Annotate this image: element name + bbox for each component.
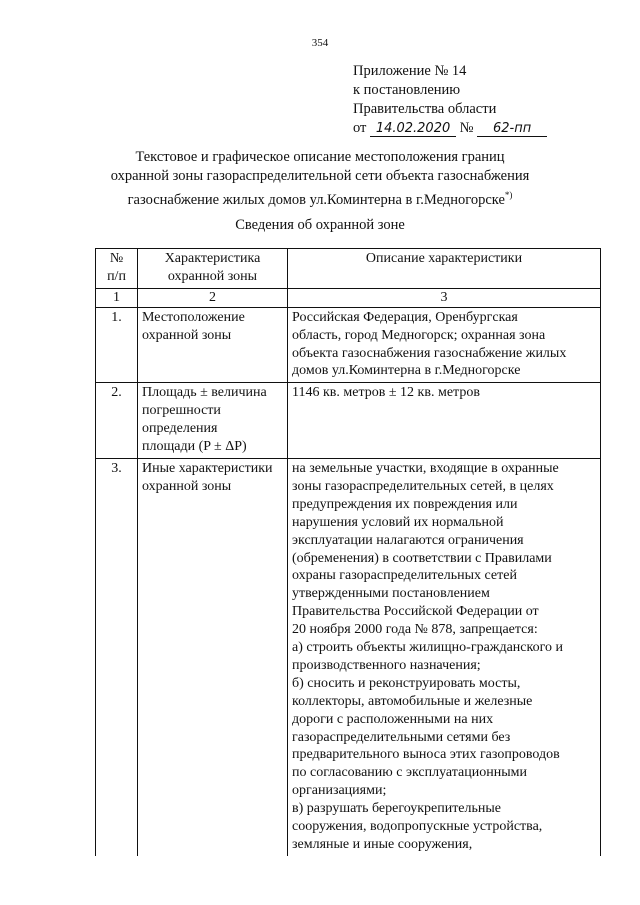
text-line: площади (P ± ΔP) (142, 439, 247, 455)
text-line: по согласованию с эксплуатационными (292, 765, 527, 781)
document-title (80, 148, 560, 210)
title-line-1: Текстовое и графическое описание местоположения границ (135, 149, 505, 165)
header-description: Описание характеристики (288, 249, 601, 289)
text-line: погрешности (142, 403, 221, 419)
text-line: охранной зоны (142, 478, 232, 494)
index-cell: 3 (288, 288, 601, 307)
text-line: производственного назначения; (292, 657, 481, 673)
text-line: земляные и иные сооружения, (292, 837, 473, 852)
appendix-date-line (353, 119, 547, 138)
row-characteristic (138, 383, 288, 459)
text-line: объекта газоснабжения газоснабжение жилых (292, 345, 567, 361)
date-prefix: от (353, 120, 367, 136)
header-characteristic-line-1: Характеристика (164, 251, 261, 266)
appendix-line-3: Правительства области (353, 101, 497, 117)
number-prefix: № (459, 120, 474, 136)
text-line: нарушения условий их нормальной (292, 514, 504, 530)
text-line: Местоположение (142, 309, 245, 325)
index-cell: 1 (96, 288, 138, 307)
text-line: определения (142, 421, 218, 437)
text-line: дороги с расположенными на них (292, 711, 494, 727)
text-line: б) сносить и реконструировать мосты, (292, 675, 521, 691)
row-description (288, 307, 601, 383)
header-characteristic (138, 249, 288, 289)
header-num (96, 249, 138, 289)
row-characteristic (138, 458, 288, 855)
table-row (96, 307, 601, 383)
row-number: 1. (96, 307, 138, 383)
text-line: в) разрушать берегоукрепительные (292, 801, 502, 817)
text-line: сооружения, водопропускные устройства, (292, 819, 543, 835)
text-line: эксплуатации налагаются ограничения (292, 532, 524, 548)
footnote-mark: *) (504, 190, 513, 200)
row-number: 3. (96, 458, 138, 855)
table-header-row (96, 249, 601, 289)
text-line: 20 ноября 2000 года № 878, запрещается: (292, 622, 538, 638)
handwritten-number: 62-пп (477, 121, 547, 137)
row-characteristic (138, 307, 288, 383)
row-description (288, 383, 601, 459)
appendix-line-1: Приложение № 14 (353, 63, 467, 79)
handwritten-date: 14.02.2020 (370, 121, 456, 137)
page-number: 354 (311, 37, 329, 49)
text-line: газораспределительными сетями без (292, 729, 511, 745)
text-line: утвержденными постановлением (292, 586, 490, 602)
text-line: коллекторы, автомобильные и железные (292, 693, 533, 709)
text-line: а) строить объекты жилищно-гражданского и (292, 640, 563, 656)
text-line: охраны газораспределительных сетей (292, 568, 517, 584)
section-subtitle: Сведения об охранной зоне (235, 217, 405, 233)
text-line: Иные характеристики (142, 460, 273, 476)
text-line: предупреждения их повреждения или (292, 496, 518, 512)
index-cell: 2 (138, 288, 288, 307)
table-index-row (96, 288, 601, 307)
row-description (288, 458, 601, 855)
table-row (96, 383, 601, 459)
text-line: Площадь ± величина (142, 385, 267, 401)
table-row (96, 458, 601, 855)
row-number: 2. (96, 383, 138, 459)
text-line: зоны газораспределительных сетей, в целях (292, 478, 554, 494)
text-line: Российская Федерация, Оренбургская (292, 309, 518, 325)
title-line-2: охранной зоны газораспределительной сети объекта газоснабжения (110, 168, 530, 184)
header-num-line-2: п/п (107, 268, 126, 284)
text-line: предварительного выноса этих газопроводов (292, 747, 560, 763)
text-line: на земельные участки, входящие в охранные (292, 460, 559, 476)
text-line: Правительства Российской Федерации от (292, 604, 539, 620)
zone-info-table (95, 248, 601, 856)
header-characteristic-line-2: охранной зоны (167, 268, 258, 284)
text-line: (обременения) в соответствии с Правилами (292, 550, 552, 566)
text-line: домов ул.Коминтерна в г.Медногорске (292, 363, 521, 379)
title-line-3 (80, 186, 560, 210)
text-line: область, город Медногорск; охранная зона (292, 327, 546, 343)
text-line: 1146 кв. метров ± 12 кв. метров (292, 385, 480, 401)
appendix-block (353, 62, 547, 138)
header-num-line-1: № (109, 251, 124, 266)
text-line: организациями; (292, 783, 387, 799)
title-line-3-text: газоснабжение жилых домов ул.Коминтерна в г.Медногорске (127, 191, 505, 208)
text-line: охранной зоны (142, 327, 232, 343)
appendix-line-2: к постановлению (353, 82, 461, 98)
